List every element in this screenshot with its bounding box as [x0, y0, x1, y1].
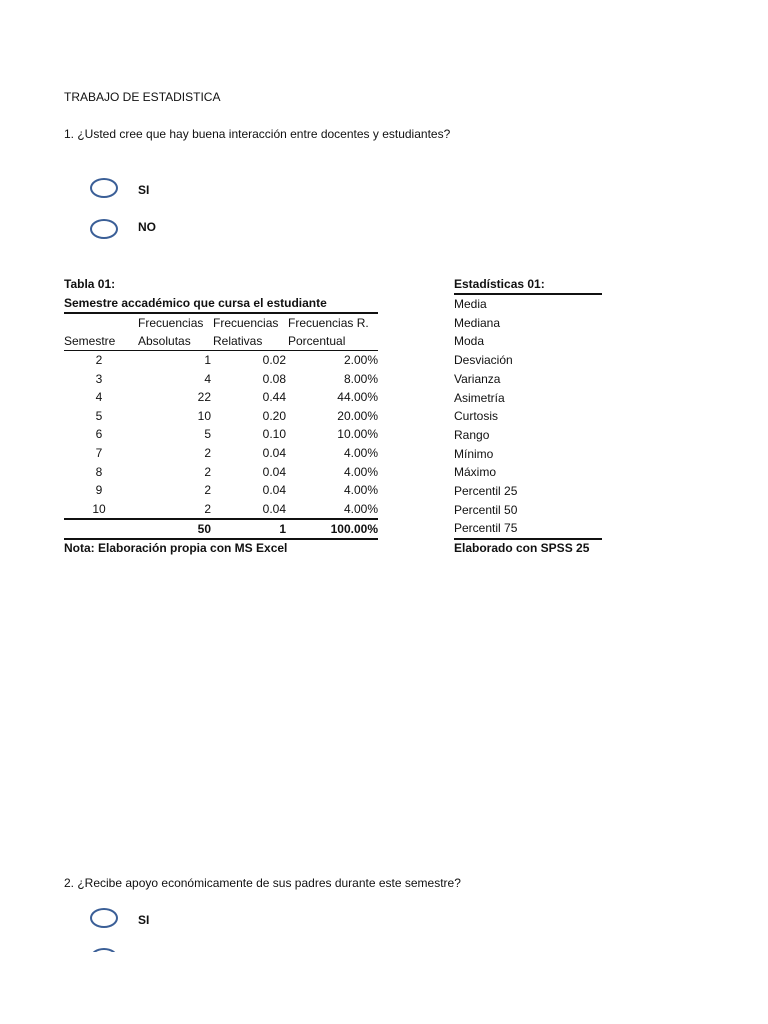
table-header-relativas-top: Frecuencias [213, 316, 279, 330]
stats-item: Asimetría [454, 390, 505, 405]
stats-item: Mínimo [454, 446, 494, 461]
stats-item: Media [454, 297, 487, 311]
table-header-semestre: Semestre [64, 334, 116, 348]
table-bottom-rule [64, 538, 378, 540]
stats-item: Percentil 50 [454, 502, 518, 517]
option-label-q1-si: SI [138, 183, 150, 197]
table-cell: 9 [95, 483, 103, 498]
table-cell: 4.00% [343, 483, 378, 498]
radio-q2-si[interactable] [90, 908, 118, 928]
table-cell: 5 [204, 427, 211, 442]
table-cell: 10 [92, 501, 106, 516]
table-header-porcentual-top: Frecuencias R. [288, 316, 369, 330]
table-cell: 20.00% [337, 408, 378, 423]
table-cell: 0.10 [262, 427, 286, 442]
radio-q1-si[interactable] [90, 178, 118, 198]
table-cell: 6 [95, 427, 103, 442]
table-cell: 22 [197, 390, 211, 405]
table-cell: 2 [204, 446, 211, 460]
table-total-porcentual: 100.00% [330, 522, 378, 536]
stats-label: Estadísticas 01: [454, 277, 545, 291]
table-cell: 2 [95, 353, 103, 367]
table-cell: 10 [197, 408, 211, 423]
table-cell: 4 [204, 371, 211, 386]
stats-item: Percentil 75 [454, 521, 518, 536]
question-1-text: 1. ¿Usted cree que hay buena interacción entre docentes y estudiantes? [64, 127, 451, 141]
option-label-q1-no: NO [138, 220, 156, 234]
table-header-absolutas: Absolutas [138, 334, 191, 348]
table-cell: 4.00% [343, 501, 378, 516]
table-caption: Semestre accadémico que cursa el estudiante [64, 296, 327, 310]
table-cell: 2 [204, 483, 211, 498]
page-bottom-crop [0, 952, 768, 1024]
table-cell: 0.08 [262, 371, 286, 386]
table-total-relativas: 1 [279, 522, 286, 536]
table-cell: 2 [204, 501, 211, 516]
option-label-q2-si: SI [138, 913, 150, 927]
question-2-text: 2. ¿Recibe apoyo económicamente de sus padres durante este semestre? [64, 876, 461, 890]
table-total-absolutas: 50 [197, 522, 211, 536]
stats-item: Mediana [454, 315, 501, 330]
radio-q1-no[interactable] [90, 219, 118, 239]
table-cell: 1 [204, 353, 211, 367]
table-header-absolutas-top: Frecuencias [138, 316, 204, 330]
document-title: TRABAJO DE ESTADISTICA [64, 90, 221, 104]
table-cell: 0.04 [262, 501, 286, 516]
table-cell: 4.00% [343, 446, 378, 460]
table-note: Nota: Elaboración propia con MS Excel [64, 541, 288, 555]
stats-item: Curtosis [454, 409, 499, 424]
table-header-relativas: Relativas [213, 334, 263, 348]
stats-note: Elaborado con SPSS 25 [454, 541, 590, 555]
stats-bottom-rule [454, 538, 602, 540]
table-cell: 0.44 [262, 390, 286, 405]
table-cell: 0.20 [262, 408, 286, 423]
table-cell: 8 [95, 464, 103, 479]
table-label: Tabla 01: [64, 277, 116, 291]
table-cell: 0.04 [262, 464, 286, 479]
stats-item: Máximo [454, 465, 497, 480]
table-cell: 0.04 [262, 483, 286, 498]
table-cell: 0.02 [262, 353, 286, 367]
table-cell: 7 [95, 446, 103, 460]
table-cell: 4.00% [343, 464, 378, 479]
stats-item: Rango [454, 427, 490, 442]
table-cell: 3 [95, 371, 103, 386]
table-header-porcentual: Porcentual [288, 334, 346, 348]
table-cell: 44.00% [337, 390, 378, 405]
table-cell: 4 [95, 390, 103, 405]
table-cell: 5 [95, 408, 103, 423]
stats-item: Percentil 25 [454, 484, 518, 498]
stats-item: Desviación [454, 353, 513, 368]
stats-item: Varianza [454, 371, 501, 386]
table-cell: 8.00% [343, 371, 378, 386]
stats-item: Moda [454, 334, 485, 349]
table-cell: 0.04 [262, 446, 286, 460]
table-cell: 2.00% [343, 353, 378, 367]
table-cell: 2 [204, 464, 211, 479]
table-cell: 10.00% [337, 427, 378, 442]
